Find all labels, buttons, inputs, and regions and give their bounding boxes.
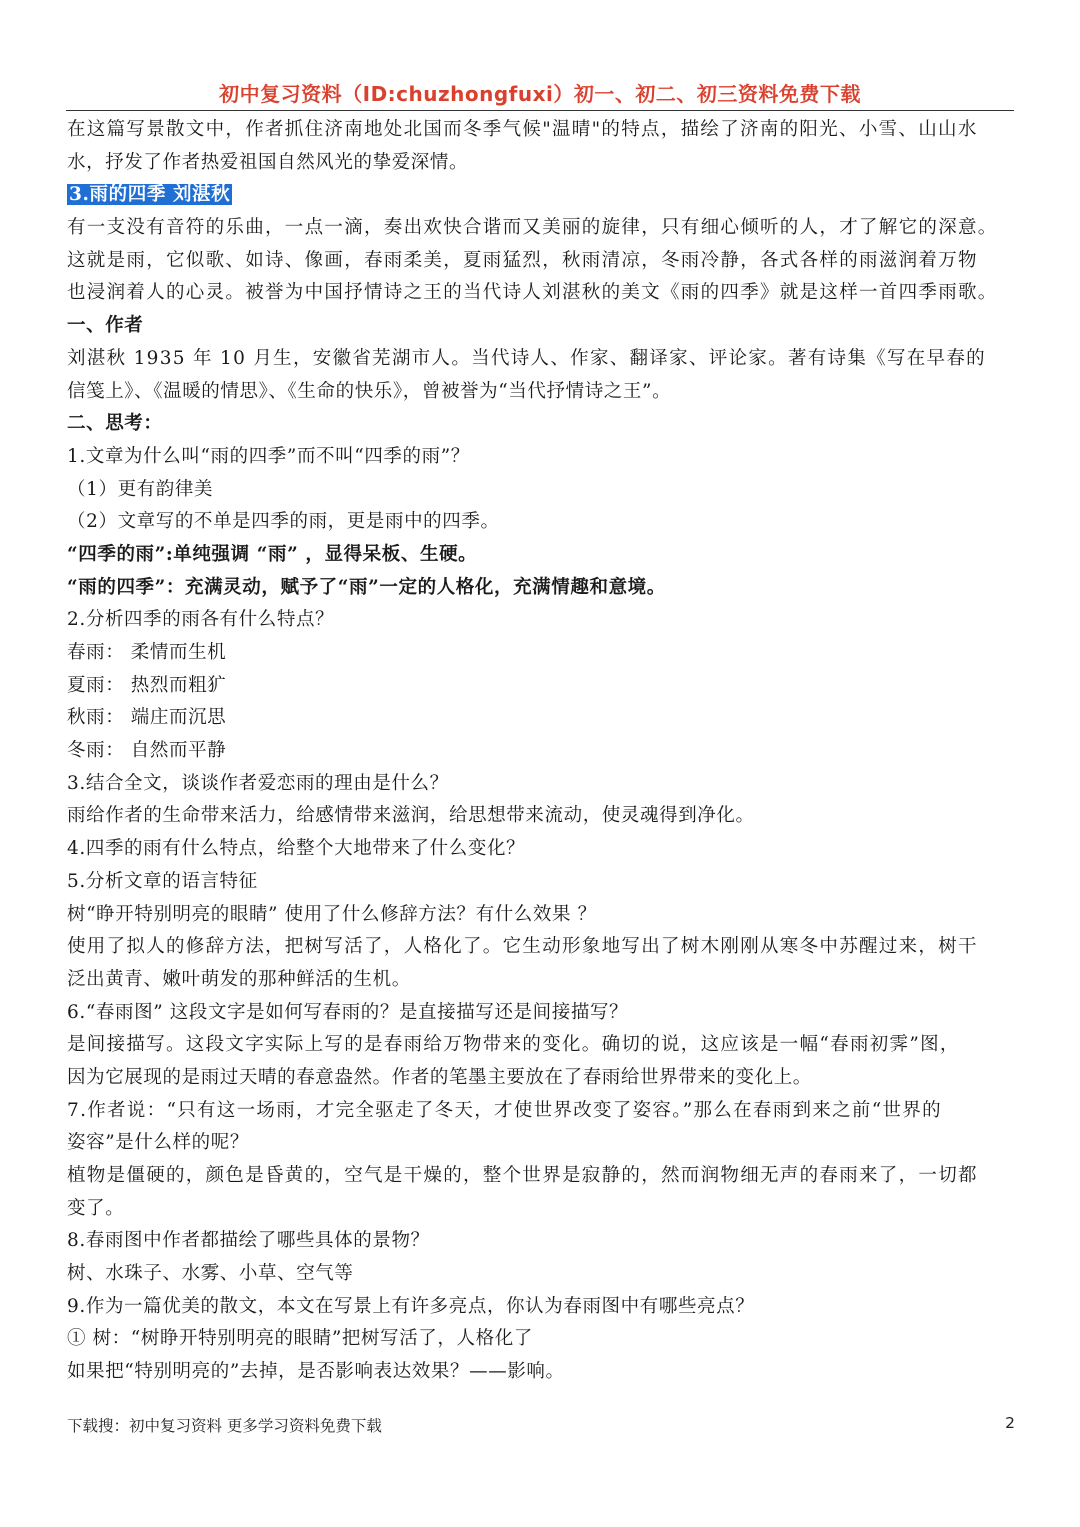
header-divider [66,110,1014,111]
section-heading-line [67,179,1015,212]
question-line: 9.作为一篇优美的散文，本文在写景上有许多亮点，你认为春雨图中有哪些亮点？ [67,1295,755,1317]
question-line: 树“睁开特别明亮的眼睛” 使用了什么修辞方法？有什么效果 ？ [67,903,597,925]
answer-line: 变了。 [67,1197,125,1219]
answer-line: 如果把“特别明亮的”去掉，是否影响表达效果？——影响。 [67,1361,565,1383]
subheading-thinking: 二、思考： [67,413,163,435]
document-body [67,114,1015,1389]
paragraph-line: 有一支没有音符的乐曲，一点一滴，奏出欢快合谐而又美丽的旋律，只有细心倾听的人，才了解它的深意。 [67,217,998,239]
answer-line: （2）文章写的不单是四季的雨，更是雨中的四季。 [67,511,500,533]
answer-line: 使用了拟人的修辞方法，把树写活了，人格化了。它生动形象地写出了树木刚刚从寒冬中苏醒过来，树干 [67,936,978,958]
paragraph-line: 也浸润着人的心灵。被誉为中国抒情诗之王的当代诗人刘湛秋的美文《雨的四季》就是这样一首四季雨歌。 [67,282,998,304]
answer-line: 泛出黄青、嫩叶萌发的那种鲜活的生机。 [67,968,411,990]
subheading-author: 一、作者 [67,315,144,337]
bold-answer-line: “四季的雨”:单纯强调 “雨” ，显得呆板、生硬。 [67,543,478,565]
answer-line: ① 树：“树睁开特别明亮的眼睛”把树写活了，人格化了 [67,1328,533,1350]
answer-line: 树、水珠子、水雾、小草、空气等 [67,1263,354,1285]
paragraph-line: 在这篇写景散文中，作者抓住济南地处北国而冬季气候"温晴"的特点，描绘了济南的阳光、小雪、山山水 [67,119,978,140]
question-line: 3.结合全文，谈谈作者爱恋雨的理由是什么？ [67,772,449,794]
question-line: 姿容”是什么样的呢？ [67,1132,249,1154]
page-number: 2 [1005,1414,1015,1432]
answer-line: 是间接描写。这段文字实际上写的是春雨给万物带来的变化。确切的说，这应该是一幅“春雨初霁”图， [67,1034,960,1056]
answer-line: 夏雨： 热烈而粗犷 [67,674,227,696]
question-line: 4.四季的雨有什么特点，给整个大地带来了什么变化？ [67,838,526,860]
answer-line: 因为它展现的是雨过天晴的春意盎然。作者的笔墨主要放在了春雨给世界带来的变化上。 [67,1066,812,1088]
answer-line: （1）更有韵律美 [67,478,214,500]
answer-line: 雨给作者的生命带来活力，给感情带来滋润，给思想带来流动，使灵魂得到净化。 [67,805,755,827]
section-heading: 3.雨的四季 刘湛秋 [69,184,231,206]
question-line: 2.分析四季的雨各有什么特点？ [67,609,335,631]
question-line: 5.分析文章的语言特征 [67,870,258,892]
answer-line: 秋雨： 端庄而沉思 [67,707,227,729]
page-footer [67,1414,1015,1436]
footer-text: 下载搜：初中复习资料 更多学习资料免费下载 [67,1417,382,1435]
question-line: 7.作者说：“只有这一场雨，才完全驱走了冬天，才使世界改变了姿容。”那么在春雨到来之前“世界的 [67,1099,942,1121]
bold-answer-line: “雨的四季”：充满灵动，赋予了“雨”一定的人格化，充满情趣和意境。 [67,576,666,598]
answer-line: 冬雨： 自然而平静 [67,740,227,762]
answer-line: 春雨： 柔情而生机 [67,642,227,663]
paragraph-line: 信笺上》、《温暖的情思》、《生命的快乐》，曾被誉为“当代抒情诗之王”。 [67,380,672,402]
paragraph-line: 刘湛秋 1935 年 10 月生，安徽省芜湖市人。当代诗人、作家、翻译家、评论家。著有诗集《写在早春的 [67,347,986,369]
paragraph-line: 这就是雨，它似歌、如诗、像画，春雨柔美，夏雨猛烈，秋雨清凉，冬雨冷静，各式各样的雨滋润着万物 [67,249,978,271]
question-line: 8.春雨图中作者都描绘了哪些具体的景物？ [67,1230,430,1252]
question-line: 1.文章为什么叫“雨的四季”而不叫“四季的雨”？ [67,445,470,467]
page-header-title: 初中复习资料（ID:chuzhongfuxi）初一、初二、初三资料免费下载 [219,82,861,106]
answer-line: 植物是僵硬的，颜色是昏黄的，空气是干燥的，整个世界是寂静的，然而润物细无声的春雨来了，一切都 [67,1165,978,1186]
paragraph-line: 水，抒发了作者热爱祖国自然风光的挚爱深情。 [67,151,469,173]
question-line: 6.“春雨图” 这段文字是如何写春雨的？是直接描写还是间接描写？ [67,1001,629,1023]
